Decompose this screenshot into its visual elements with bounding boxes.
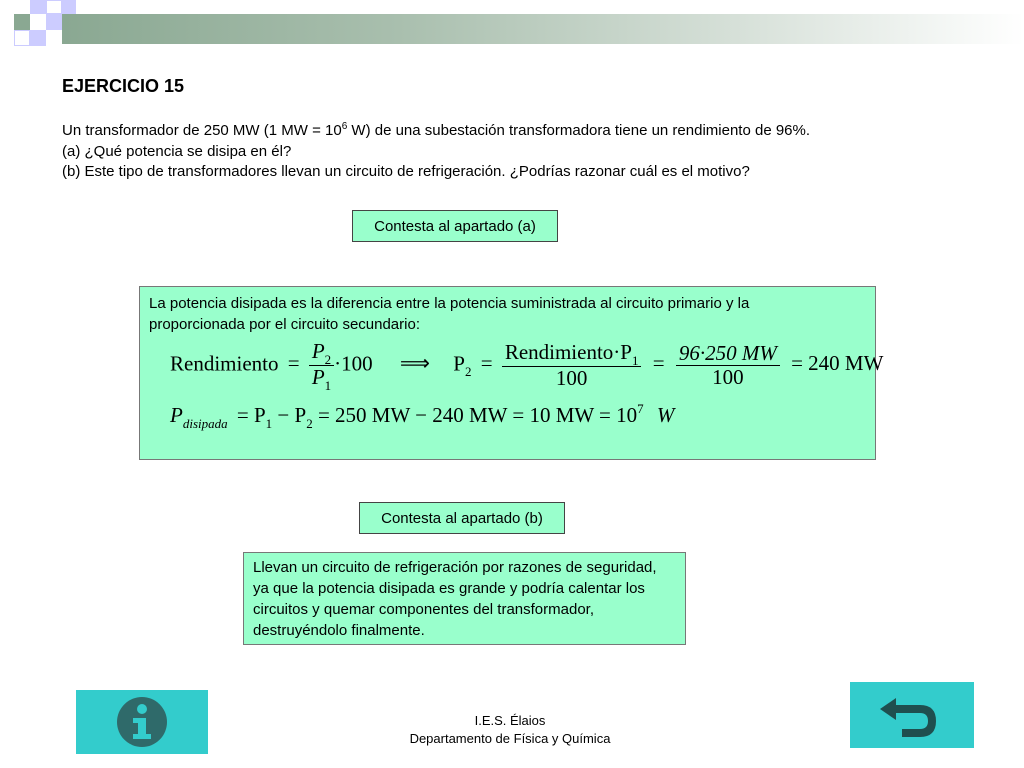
fraction-numeric: $\frac{96\cdot 250 MW}{100}$ bbox=[676, 343, 780, 388]
answer-a-button[interactable]: Contesta al apartado (a) bbox=[352, 210, 558, 242]
statement-line-2: (a) ¿Qué potencia se disipa en él? bbox=[62, 142, 292, 160]
return-arrow-icon bbox=[850, 682, 974, 748]
statement-line-1: Un transformador de 250 MW (1 MW = $10^6$ W) de una subestación transformadora tiene un rendimiento de 96%. bbox=[62, 121, 811, 139]
deco-square bbox=[30, 0, 46, 14]
deco-square bbox=[46, 0, 62, 14]
answer-a-intro: La potencia disipada es la diferencia entre la potencia suministrada al circuito primario y la proporcionada por el circuito secundario: bbox=[149, 295, 750, 333]
deco-square bbox=[46, 14, 62, 30]
answer-b-button[interactable]: Contesta al apartado (b) bbox=[359, 502, 565, 534]
answer-b-box bbox=[243, 552, 686, 645]
exercise-statement bbox=[62, 121, 962, 183]
deco-square bbox=[14, 30, 30, 46]
return-button[interactable] bbox=[850, 682, 974, 748]
statement-line-3: (b) Este tipo de transformadores llevan un circuito de refrigeración. ¿Podrías razonar cuál es el motivo? bbox=[62, 163, 750, 180]
header-gradient-bar bbox=[62, 14, 1024, 44]
equation-disipada: $P_{disipada} = P_1 - P_2 = 250$ MW − 240 MW = 10 MW = $10^7$ W bbox=[170, 401, 675, 431]
info-icon bbox=[76, 690, 208, 754]
header-decoration bbox=[0, 0, 1024, 62]
info-button[interactable] bbox=[76, 690, 208, 754]
answer-a-box bbox=[139, 286, 884, 460]
deco-square bbox=[14, 14, 30, 30]
footer-school: I.E.S. Élaios bbox=[474, 713, 546, 728]
exercise-title: EJERCICIO 15 bbox=[62, 76, 185, 96]
equation-rendimiento: Rendimiento = $\frac{P_2}{P_1}$ ·100 ⟹ $P_2$ = $\frac{Rendimiento\cdot P_1}{100}$ = $\frac{96\cdot 250 MW}{100}$ = 240 MW bbox=[170, 339, 884, 393]
fraction-rendimiento-p1: $\frac{Rendimiento\cdot P_1}{100}$ bbox=[502, 342, 642, 389]
deco-square bbox=[62, 0, 76, 14]
deco-square bbox=[30, 30, 46, 46]
footer-department: Departamento de Física y Química bbox=[409, 731, 611, 746]
answer-b-text: Llevan un circuito de refrigeración por razones de seguridad, ya que la potencia disipada es grande y podría calentar los circuitos y quemar componentes del transformador, destruyéndolo finalmente. bbox=[253, 559, 657, 639]
footer bbox=[340, 712, 680, 748]
fraction-p2-p1: $\frac{P_2}{P_1}$ bbox=[309, 341, 334, 390]
